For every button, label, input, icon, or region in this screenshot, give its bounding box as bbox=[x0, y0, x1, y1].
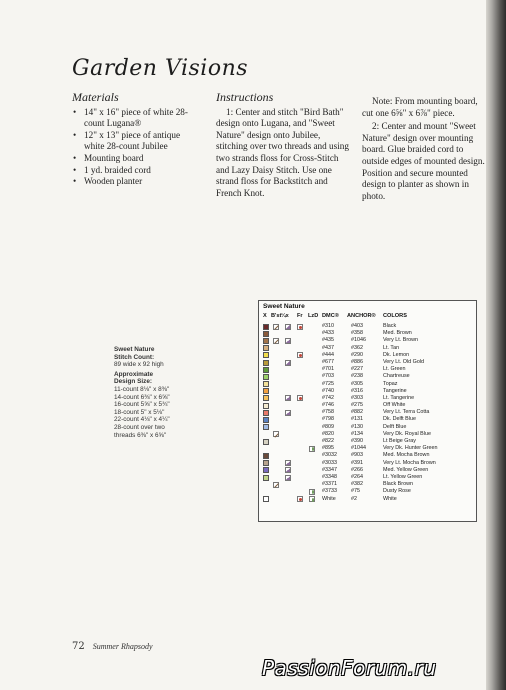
design-size-item: 11-count 8⅛" x 8⅜" bbox=[114, 385, 170, 393]
french-knot-cell bbox=[297, 352, 303, 358]
book-title: Summer Rhapsody bbox=[92, 642, 153, 651]
book-spine bbox=[486, 0, 506, 690]
design-size-list bbox=[114, 386, 234, 439]
color-name: Med. Brown bbox=[383, 330, 412, 337]
color-name: Very Dk. Hunter Green bbox=[383, 445, 438, 452]
french-knot-cell bbox=[297, 496, 303, 502]
chart-row bbox=[259, 352, 476, 359]
anchor-number: #1046 bbox=[351, 337, 366, 344]
anchor-number: #130 bbox=[351, 423, 363, 430]
chart-column-header: ANCHOR® bbox=[347, 313, 376, 319]
quarter-stitch-cell bbox=[285, 460, 291, 466]
color-name: Black bbox=[383, 323, 397, 329]
cross-stitch-swatch bbox=[263, 381, 269, 387]
chart-row bbox=[259, 488, 476, 495]
dmc-number: #3371 bbox=[322, 481, 337, 488]
stitch-design-name: Sweet Nature bbox=[114, 346, 155, 353]
design-size-item: 18-count 5" x 5⅛" bbox=[114, 408, 165, 416]
anchor-number: #238 bbox=[351, 373, 363, 380]
lazy-daisy-cell bbox=[309, 496, 315, 502]
anchor-number: #305 bbox=[351, 380, 363, 387]
anchor-number: #303 bbox=[351, 394, 363, 401]
design-size-item: 28-count over two bbox=[114, 423, 165, 431]
design-size-heading-1: Approximate bbox=[114, 370, 154, 378]
instruction-note: Note: From mounting board, cut one 6⅝" x 6⅞" piece. bbox=[362, 96, 478, 118]
quarter-stitch-cell bbox=[285, 324, 291, 330]
french-knot-cell bbox=[297, 324, 303, 330]
instructions-section bbox=[216, 92, 350, 201]
dmc-number: #3347 bbox=[322, 466, 337, 473]
dmc-number: #444 bbox=[322, 351, 334, 358]
chart-row bbox=[259, 381, 476, 388]
anchor-number: #316 bbox=[351, 387, 363, 394]
chart-row bbox=[259, 330, 476, 337]
instructions-heading: Instructions bbox=[216, 90, 274, 104]
stitch-count-value: 89 wide x 92 high bbox=[114, 361, 164, 369]
backstitch-cell bbox=[273, 431, 279, 437]
dmc-number: #895 bbox=[322, 445, 334, 452]
chart-row bbox=[259, 409, 476, 416]
chart-row bbox=[259, 452, 476, 459]
chart-column-header: LzD bbox=[308, 313, 319, 319]
chart-rows bbox=[259, 323, 476, 503]
materials-heading: Materials bbox=[72, 90, 119, 104]
cross-stitch-swatch bbox=[263, 395, 269, 401]
dmc-number: #740 bbox=[322, 387, 334, 394]
chart-row bbox=[259, 445, 476, 452]
dmc-number: #677 bbox=[322, 358, 334, 365]
anchor-number: #131 bbox=[351, 416, 363, 423]
dmc-number: #809 bbox=[322, 423, 334, 430]
color-name: Dk. Lemon bbox=[383, 351, 410, 358]
materials-item: • 12" x 13" piece of antique white 28-count Jubilee bbox=[81, 130, 200, 153]
quarter-stitch-cell bbox=[285, 338, 291, 344]
anchor-number: #403 bbox=[351, 323, 363, 329]
cross-stitch-swatch bbox=[263, 324, 269, 330]
anchor-number: #264 bbox=[351, 473, 363, 480]
materials-item: • Mounting board bbox=[81, 153, 200, 165]
color-name: Delft Blue bbox=[383, 423, 407, 430]
quarter-stitch-cell bbox=[285, 360, 291, 366]
dmc-number: #310 bbox=[322, 323, 334, 329]
color-name: Lt. Yellow Green bbox=[383, 473, 423, 480]
anchor-number: #390 bbox=[351, 438, 363, 444]
page-footer bbox=[72, 641, 153, 652]
cross-stitch-swatch bbox=[263, 338, 269, 344]
dmc-number: #758 bbox=[322, 409, 334, 416]
chart-column-header: COLORS bbox=[383, 313, 407, 319]
quarter-stitch-cell bbox=[285, 467, 291, 473]
cross-stitch-swatch bbox=[263, 367, 269, 373]
anchor-number: #391 bbox=[351, 459, 363, 466]
cross-stitch-swatch bbox=[263, 460, 269, 466]
design-size-item: 22-count 4⅛" x 4¼" bbox=[114, 416, 170, 424]
page-title: Garden Visions bbox=[72, 56, 249, 81]
chart-row bbox=[259, 424, 476, 431]
cross-stitch-swatch bbox=[263, 410, 269, 416]
dmc-number: #433 bbox=[322, 330, 334, 337]
anchor-number: #275 bbox=[351, 402, 363, 409]
cross-stitch-swatch bbox=[263, 439, 269, 445]
anchor-number: #266 bbox=[351, 466, 363, 473]
chart-row bbox=[259, 438, 476, 445]
anchor-number: #362 bbox=[351, 344, 363, 351]
chart-row bbox=[259, 402, 476, 409]
color-name: Black Brown bbox=[383, 481, 413, 488]
color-name: Lt. Tangerine bbox=[383, 394, 415, 401]
cross-stitch-swatch bbox=[263, 352, 269, 358]
cross-stitch-swatch bbox=[263, 496, 269, 502]
chart-row bbox=[259, 467, 476, 474]
chart-column-header: DMC® bbox=[322, 313, 339, 319]
chart-title: Sweet Nature bbox=[263, 303, 305, 310]
color-name: Very Lt. Old Gold bbox=[383, 358, 425, 365]
color-name: Very Lt. Brown bbox=[383, 337, 419, 344]
materials-item: • 14" x 16" piece of white 28-count Lugana® bbox=[81, 107, 200, 130]
dmc-number: White bbox=[322, 495, 336, 502]
color-name: Very Lt. Mocha Brown bbox=[383, 459, 436, 466]
color-key-chart bbox=[258, 300, 477, 522]
chart-row bbox=[259, 373, 476, 380]
anchor-number: #75 bbox=[351, 488, 360, 495]
chart-column-header: Fr bbox=[297, 313, 303, 319]
anchor-number: #358 bbox=[351, 330, 363, 337]
anchor-number: #134 bbox=[351, 430, 363, 437]
cross-stitch-swatch bbox=[263, 331, 269, 337]
dmc-number: #798 bbox=[322, 416, 334, 423]
materials-list bbox=[72, 107, 200, 188]
cross-stitch-swatch bbox=[263, 417, 269, 423]
cross-stitch-swatch bbox=[263, 403, 269, 409]
quarter-stitch-cell bbox=[285, 475, 291, 481]
color-name: Med. Mocha Brown bbox=[383, 452, 430, 459]
anchor-number: #382 bbox=[351, 481, 363, 488]
color-name: Topaz bbox=[383, 380, 398, 387]
design-size-item: 14-count 6⅜" x 6⅝" bbox=[114, 393, 170, 401]
chart-row bbox=[259, 395, 476, 402]
anchor-number: #886 bbox=[351, 358, 363, 365]
dmc-number: #703 bbox=[322, 373, 334, 380]
chart-row bbox=[259, 388, 476, 395]
cross-stitch-swatch bbox=[263, 374, 269, 380]
color-name: Very Lt. Terra Cotta bbox=[383, 409, 430, 416]
quarter-stitch-cell bbox=[285, 395, 291, 401]
cross-stitch-swatch bbox=[263, 467, 269, 473]
color-name: Dk. Delft Blue bbox=[383, 416, 416, 423]
color-name: Lt Beige Gray bbox=[383, 438, 416, 444]
stitch-count-heading: Stitch Count: bbox=[114, 353, 155, 361]
chart-column-header: B'st bbox=[271, 313, 282, 319]
dmc-number: #435 bbox=[322, 337, 334, 344]
page-number: 72 bbox=[72, 641, 85, 652]
chart-row bbox=[259, 431, 476, 438]
chart-row bbox=[259, 323, 476, 330]
dmc-number: #725 bbox=[322, 380, 334, 387]
color-name: White bbox=[383, 495, 397, 502]
design-size-heading-2: Design Size: bbox=[114, 378, 152, 386]
chart-row bbox=[259, 474, 476, 481]
dmc-number: #3348 bbox=[322, 473, 337, 480]
instructions-continued bbox=[362, 96, 486, 204]
materials-item: • 1 yd. braided cord bbox=[81, 165, 200, 177]
watermark-logo: PassionForum.ru bbox=[262, 656, 437, 680]
chart-row bbox=[259, 359, 476, 366]
color-name: Very Dk. Royal Blue bbox=[383, 430, 431, 437]
dmc-number: #746 bbox=[322, 402, 334, 409]
cross-stitch-swatch bbox=[263, 360, 269, 366]
cross-stitch-swatch bbox=[263, 388, 269, 394]
dmc-number: #437 bbox=[322, 344, 334, 351]
dmc-number: #742 bbox=[322, 394, 334, 401]
anchor-number: #290 bbox=[351, 351, 363, 358]
dmc-number: #822 bbox=[322, 438, 334, 444]
anchor-number: #882 bbox=[351, 409, 363, 416]
instruction-step-2: 2: Center and mount "Sweet Nature" design over mounting board. Glue braided cord to outside edges of mounted design. Position and secure mounted design to planter as shown in photo. bbox=[362, 121, 485, 201]
anchor-number: #1044 bbox=[351, 445, 366, 452]
chart-column-header: X bbox=[263, 313, 267, 319]
dmc-number: #701 bbox=[322, 366, 334, 373]
chart-row bbox=[259, 460, 476, 467]
backstitch-cell bbox=[273, 338, 279, 344]
quarter-stitch-cell bbox=[285, 410, 291, 416]
cross-stitch-swatch bbox=[263, 475, 269, 481]
cross-stitch-swatch bbox=[263, 453, 269, 459]
instruction-step-1: 1: Center and stitch "Bird Bath" design onto Lugana, and "Sweet Nature" design onto Jubilee, stitching over two threads and using two strands floss for Cross-Stitch and Lazy Daisy Stitch. Use one strand floss for Backstitch and French Knot. bbox=[216, 106, 349, 198]
anchor-number: #227 bbox=[351, 366, 363, 373]
dmc-number: #3033 bbox=[322, 459, 337, 466]
chart-row bbox=[259, 337, 476, 344]
color-name: Med. Yellow Green bbox=[383, 466, 429, 473]
color-name: Chartreuse bbox=[383, 373, 410, 380]
french-knot-cell bbox=[297, 395, 303, 401]
dmc-number: #3032 bbox=[322, 452, 337, 459]
anchor-number: #2 bbox=[351, 495, 357, 502]
color-name: Lt. Tan bbox=[383, 344, 400, 351]
chart-row bbox=[259, 496, 476, 503]
design-size-item: 16-count 5⅝" x 5¾" bbox=[114, 401, 170, 409]
dmc-number: #3733 bbox=[322, 488, 337, 495]
chart-column-header: ¼x bbox=[281, 313, 289, 319]
color-name: Tangerine bbox=[383, 387, 407, 394]
color-name: Lt. Green bbox=[383, 366, 406, 373]
lazy-daisy-cell bbox=[309, 446, 315, 452]
color-name: Dusty Rose bbox=[383, 488, 411, 495]
chart-row bbox=[259, 416, 476, 423]
materials-item: • Wooden planter bbox=[81, 176, 200, 188]
chart-row bbox=[259, 481, 476, 488]
backstitch-cell bbox=[273, 482, 279, 488]
stitch-count-box bbox=[114, 346, 234, 439]
cross-stitch-swatch bbox=[263, 345, 269, 351]
lazy-daisy-cell bbox=[309, 489, 315, 495]
chart-row bbox=[259, 345, 476, 352]
anchor-number: #903 bbox=[351, 452, 363, 459]
cross-stitch-swatch bbox=[263, 424, 269, 430]
design-size-item: threads 6⅜" x 6⅝" bbox=[114, 431, 167, 439]
color-name: Off White bbox=[383, 402, 406, 409]
materials-section bbox=[72, 92, 200, 188]
dmc-number: #820 bbox=[322, 430, 334, 437]
chart-row bbox=[259, 366, 476, 373]
backstitch-cell bbox=[273, 324, 279, 330]
